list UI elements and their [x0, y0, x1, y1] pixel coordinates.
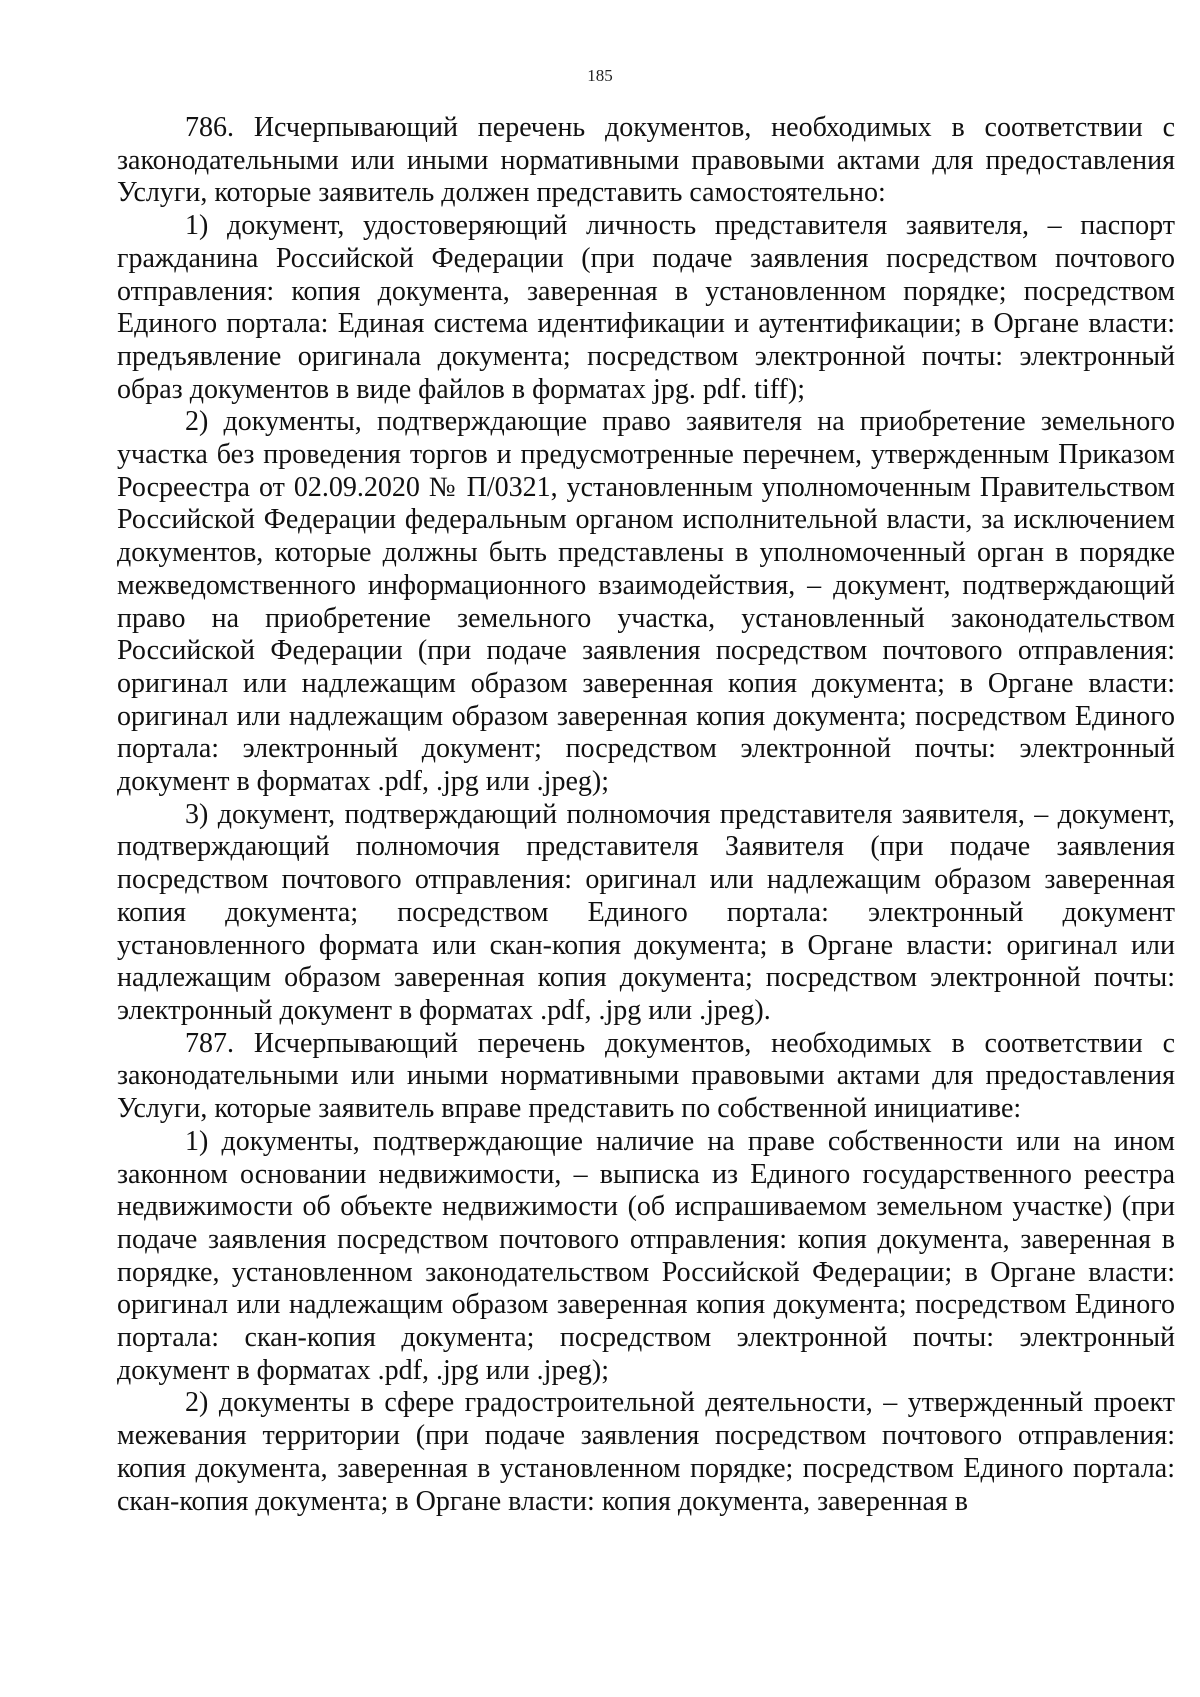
document-body — [117, 112, 1175, 1518]
paragraph-787-item-2: 2) документы в сфере градостроительной деятельности, – утвержденный проект межевания территории (при подаче заявления посредством почтового отправления: копия документа, заверенная в установленном порядке; посредством Единого портала: скан-копия документа; в Органе власти: копия документа, заверенная в — [117, 1387, 1175, 1517]
paragraph-787-item-1: 1) документы, подтверждающие наличие на праве собственности или на ином законном основании недвижимости, – выписка из Единого государственного реестра недвижимости об объекте недвижимости (об испрашиваемом земельном участке) (при подаче заявления посредством почтового отправления: копия документа, заверенная в порядке, установленном законодательством Российской Федерации; в Органе власти: оригинал или надлежащим образом заверенная копия документа; посредством Единого портала: скан-копия документа; посредством электронной почты: электронный документ в форматах .pdf, .jpg или .jpeg); — [117, 1125, 1175, 1386]
paragraph-786-item-1: 1) документ, удостоверяющий личность представителя заявителя, – паспорт гражданина Российской Федерации (при подаче заявления посредством почтового отправления: копия документа, заверенная в установленном порядке; посредством Единого портала: Единая система идентификации и аутентификации; в Органе власти: предъявление оригинала документа; посредством электронной почты: электронный образ документов в виде файлов в форматах jpg. pdf. tiff); — [117, 210, 1175, 405]
paragraph-787-intro: 787. Исчерпывающий перечень документов, необходимых в соответствии с законодательными или иными нормативными правовыми актами для предоставления Услуги, которые заявитель вправе представить по собственной инициативе: — [117, 1027, 1175, 1125]
paragraph-786-intro: 786. Исчерпывающий перечень документов, необходимых в соответствии с законодательными или иными нормативными правовыми актами для предоставления Услуги, которые заявитель должен представить самостоятельно: — [117, 112, 1175, 209]
paragraph-786-item-2: 2) документы, подтверждающие право заявителя на приобретение земельного участка без проведения торгов и предусмотренные перечнем, утвержденным Приказом Росреестра от 02.09.2020 № П/0321, установленным уполномоченным Правительством Российской Федерации федеральным органом исполнительной власти, за исключением документов, которые должны быть представлены в уполномоченный орган в порядке межведомственного информационного взаимодействия, – документ, подтверждающий право на приобретение земельного участка, установленный законодательством Российской Федерации (при подаче заявления посредством почтового отправления: оригинал или надлежащим образом заверенная копия документа; в Органе власти: оригинал или надлежащим образом заверенная копия документа; посредством Единого портала: электронный документ; посредством электронной почты: электронный документ в форматах .pdf, .jpg или .jpeg); — [117, 406, 1175, 798]
page-number: 185 — [587, 66, 613, 85]
paragraph-786-item-3: 3) документ, подтверждающий полномочия представителя заявителя, – документ, подтверждающий полномочия представителя Заявителя (при подаче заявления посредством почтового отправления: оригинал или надлежащим образом заверенная копия документа; посредством Единого портала: электронный документ установленного формата или скан-копия документа; в Органе власти: оригинал или надлежащим образом заверенная копия документа; посредством электронной почты: электронный документ в форматах .pdf, .jpg или .jpeg). — [117, 798, 1175, 1026]
